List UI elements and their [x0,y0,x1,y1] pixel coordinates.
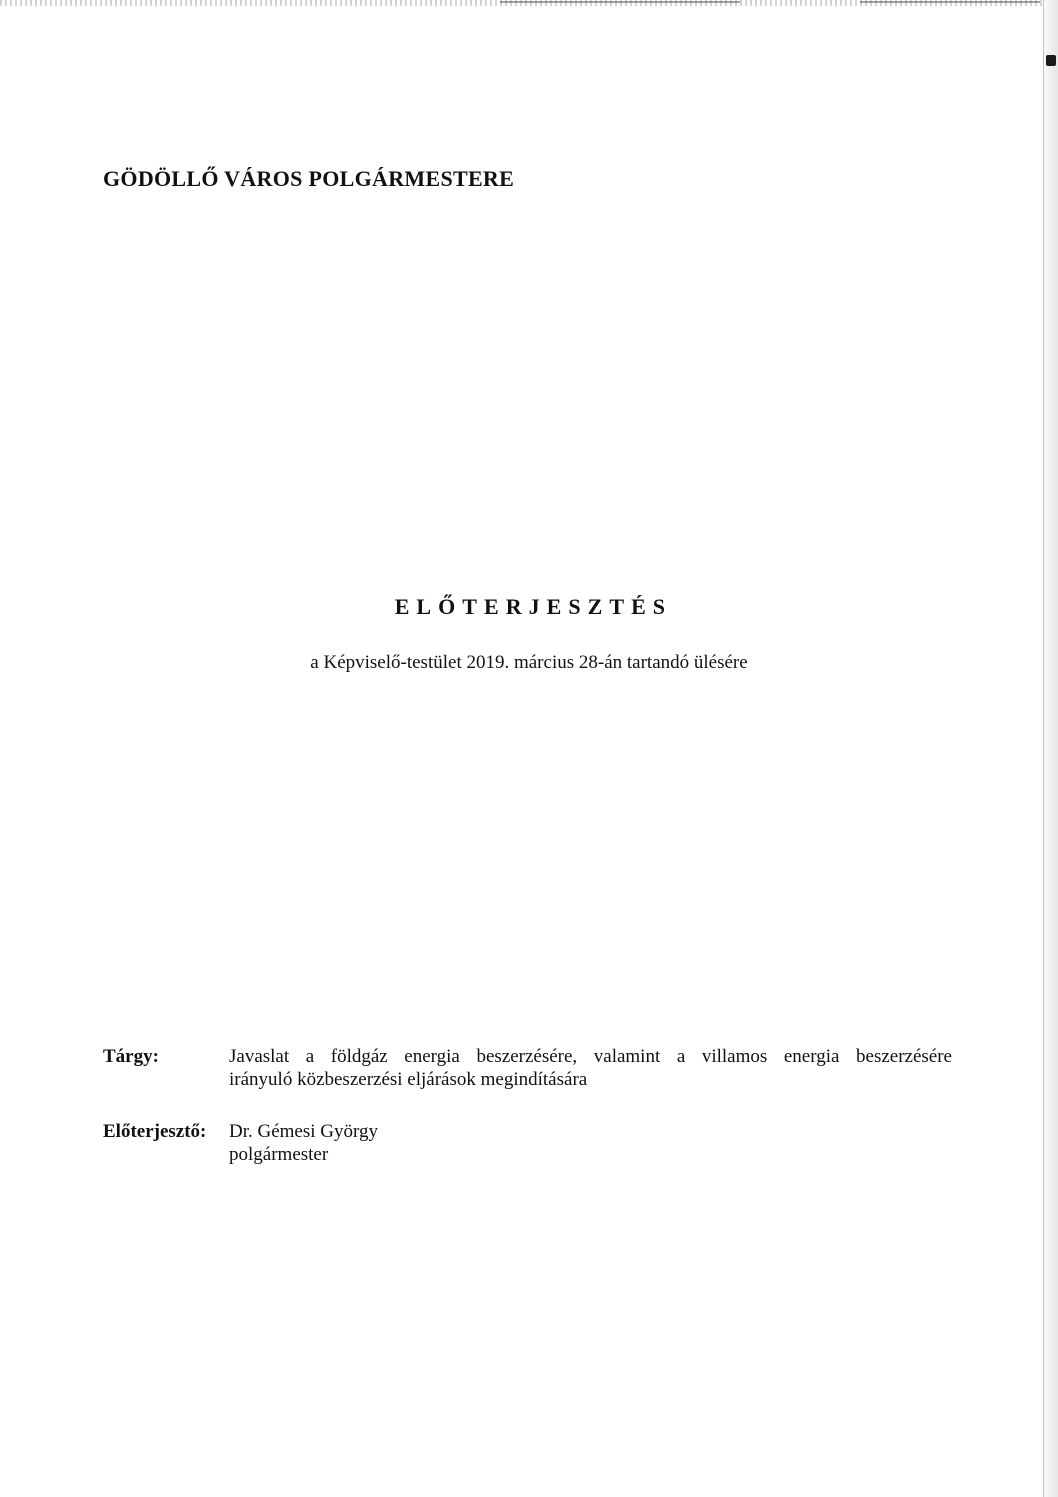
scan-edge-top-line [860,1,1040,3]
issuer-heading: GÖDÖLLŐ VÁROS POLGÁRMESTERE [103,166,515,191]
document-title: ELŐTERJESZTÉS [394,594,673,619]
presenter-role: polgármester [229,1144,329,1165]
presenter-text [229,1120,378,1166]
scan-mark [1046,55,1056,66]
subject-line: irányuló közbeszerzési eljárások megindítására [229,1069,588,1090]
scan-edge-right-line [1043,0,1044,1497]
subject-label: Tárgy: [103,1046,159,1067]
document-subtitle: a Képviselő-testület 2019. március 28-án tartandó ülésére [310,652,748,673]
subject-text [229,1045,952,1091]
scan-edge-right [1042,0,1058,1497]
subject-line: Javaslat a földgáz energia beszerzésére, valamint a villamos energia beszerzésére [229,1046,952,1067]
scan-edge-top-line [500,1,740,3]
presenter-label: Előterjesztő: [103,1121,207,1142]
presenter-name: Dr. Gémesi György [229,1121,378,1142]
